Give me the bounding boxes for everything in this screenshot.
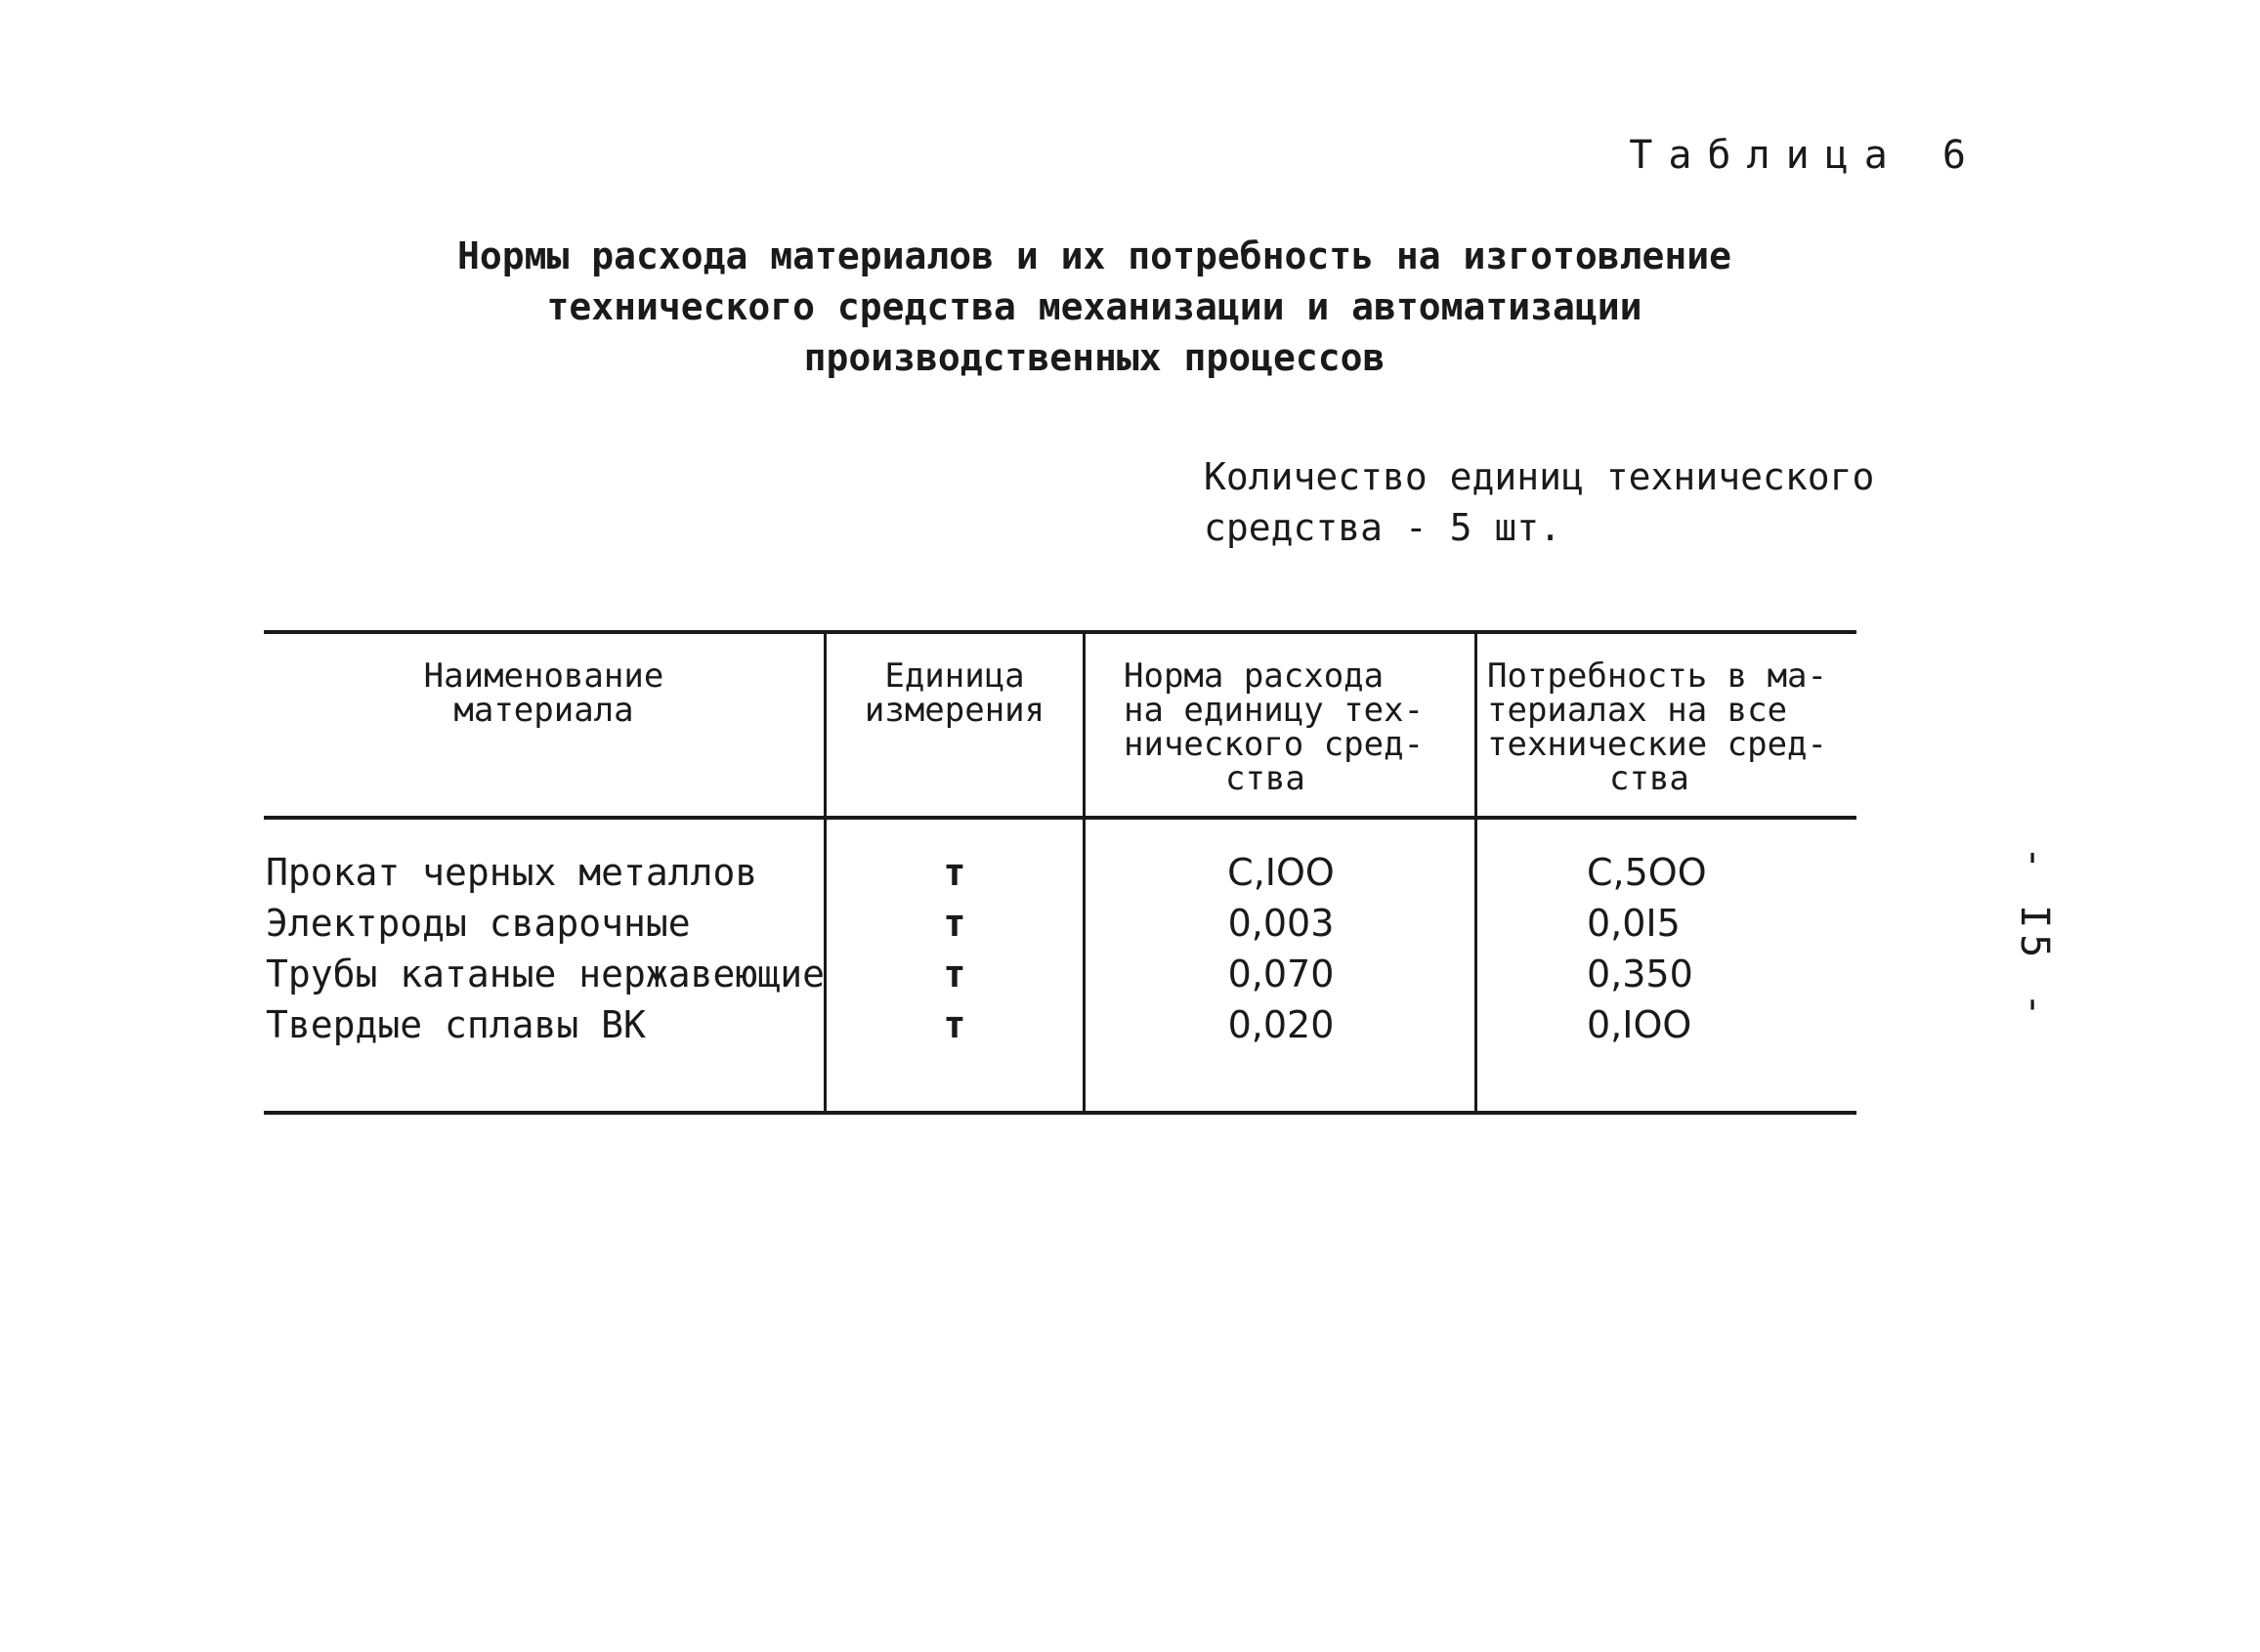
header-text: териалах на все (1487, 691, 1788, 730)
table-row (264, 949, 1856, 999)
table-row (264, 898, 1856, 949)
header-text: Норма расхода (1124, 657, 1385, 696)
header-text: Наименование (423, 657, 664, 696)
header-text: Потребность в ма- (1487, 657, 1827, 696)
norm-cell: 0,070 (1227, 953, 1335, 995)
document-title (322, 231, 1866, 383)
title-line-3: производственных процессов (803, 336, 1386, 379)
header-text: измерения (864, 691, 1045, 730)
unit-cell: т (943, 953, 966, 995)
need-cell: 0,0I5 (1587, 902, 1681, 945)
header-unit (827, 659, 1083, 728)
header-text: ства (1609, 759, 1689, 798)
table-bottom-rule (264, 1111, 1856, 1115)
header-text: нического сред- (1124, 725, 1425, 764)
header-bottom-rule (264, 816, 1856, 820)
quantity-line-1: Количество единиц технического (1204, 455, 1875, 498)
unit-cell: т (943, 1003, 966, 1046)
norm-cell: 0,020 (1227, 1003, 1335, 1046)
material-name-cell: Электроды сварочные (266, 902, 691, 945)
title-line-2: технического средства механизации и автоматизации (546, 285, 1642, 328)
header-text: материала (453, 691, 634, 730)
table-top-rule (264, 630, 1856, 634)
header-norm (1124, 659, 1475, 796)
table-label: Таблица 6 (1629, 133, 1982, 178)
materials-table (264, 630, 1856, 1115)
unit-cell: т (943, 851, 966, 894)
material-name-cell: Твердые сплавы ВК (266, 1003, 646, 1046)
table-body (264, 847, 1856, 1050)
quantity-line-2: средства - 5 шт. (1204, 506, 1562, 549)
table-row (264, 999, 1856, 1050)
norm-cell: C,IOO (1227, 851, 1335, 894)
header-text: Единица (884, 657, 1025, 696)
unit-cell: т (943, 902, 966, 945)
table-row (264, 847, 1856, 898)
need-cell: C,5OO (1587, 851, 1707, 894)
title-line-1: Нормы расхода материалов и их потребность на изготовление (456, 234, 1732, 277)
header-need (1477, 659, 1856, 796)
material-name-cell: Прокат черных металлов (266, 851, 758, 894)
header-text: ства (1225, 759, 1305, 798)
header-text: на единицу тех- (1124, 691, 1425, 730)
need-cell: 0,350 (1587, 953, 1693, 995)
header-text: технические сред- (1487, 725, 1827, 764)
quantity-note (1204, 451, 1874, 553)
norm-cell: 0,003 (1227, 902, 1335, 945)
need-cell: 0,IOO (1587, 1003, 1692, 1046)
page-number: - I5 - (2012, 846, 2057, 1023)
material-name-cell: Трубы катаные нержавеющие (266, 953, 825, 995)
header-material-name (264, 659, 824, 728)
